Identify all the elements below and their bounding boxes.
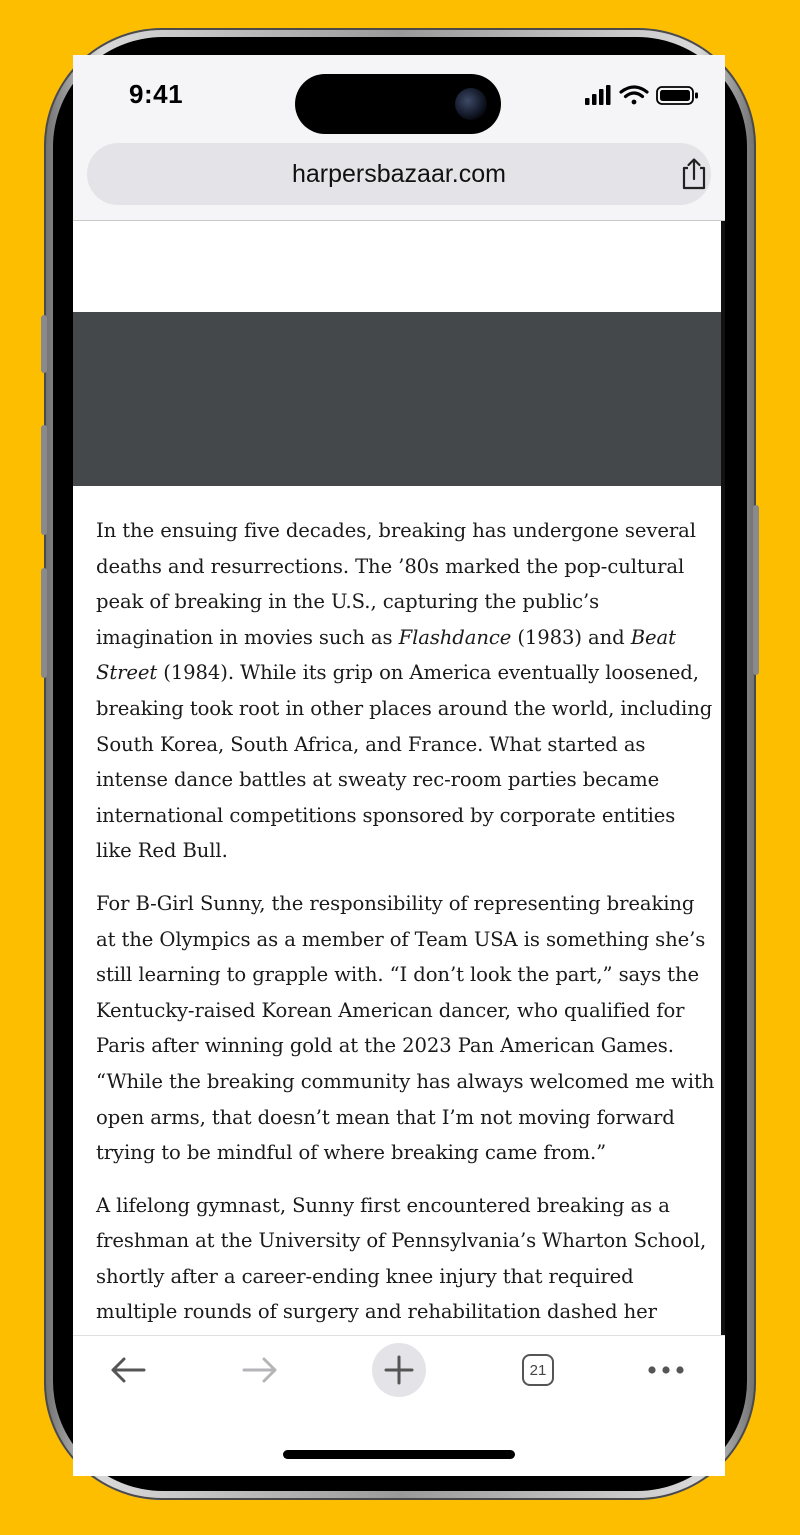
- article-paragraph: [96, 886, 716, 1171]
- signal-icon: [585, 85, 611, 105]
- address-bar[interactable]: [87, 143, 711, 205]
- wifi-icon: [621, 87, 647, 104]
- web-content[interactable]: [73, 221, 721, 1335]
- tabs-button[interactable]: [511, 1346, 565, 1394]
- plus-icon[interactable]: [384, 1355, 414, 1385]
- status-bar: [73, 55, 725, 135]
- url-text[interactable]: harpersbazaar.com: [291, 160, 506, 188]
- volume-down-button: [41, 568, 47, 678]
- article-body: [96, 513, 716, 1418]
- battery-icon: [657, 87, 698, 104]
- scroll-edge: [721, 221, 725, 1335]
- status-time: 9:41: [129, 79, 184, 109]
- article-title-italic: Flashdance: [398, 625, 512, 649]
- dynamic-island: [295, 74, 501, 134]
- home-indicator[interactable]: [283, 1450, 515, 1459]
- address-bar-area: [73, 135, 725, 221]
- status-icons: [583, 83, 703, 107]
- back-arrow-icon[interactable]: [108, 1355, 148, 1385]
- volume-up-button: [41, 425, 47, 535]
- back-button[interactable]: [101, 1346, 155, 1394]
- share-icon[interactable]: [679, 157, 709, 191]
- forward-button[interactable]: [233, 1346, 287, 1394]
- power-button: [753, 505, 759, 675]
- phone-screen: [73, 55, 725, 1475]
- tabs-icon[interactable]: 21: [522, 1354, 554, 1386]
- article-paragraph: [96, 513, 716, 869]
- article-text: (1983) and: [511, 625, 631, 649]
- more-dots-icon[interactable]: [647, 1365, 685, 1375]
- article-text: In the ensuing five decades, breaking has undergone several deaths and resurrections. The ’80s marked the pop-cultural peak of breaking in the U.S., capturing the public’s imagination in movies such as: [96, 519, 696, 649]
- article-title-italic: Beat Street: [96, 625, 676, 685]
- article-text: For B-Girl Sunny, the responsibility of representing breaking at the Olympics as a member of Team USA is something she’s still learning to grapple with. “I don’t look the part,” says the Kentucky-raised Korean American dancer, who qualified for Paris after winning gold at the 2023 Pan American Games. “While the breaking community has always welcomed me with open arms, that doesn’t mean that I’m not moving forward trying to be mindful of where breaking came from.”: [96, 891, 715, 1165]
- ad-placeholder: [73, 312, 721, 486]
- article-text: (1984). While its grip on America eventually loosened, breaking took root in other places around the world, including South Korea, South Africa, and France. What started as intense dance battles at sweaty rec-room parties became international competitions sponsored by corporate entities like Red Bull.: [96, 661, 713, 863]
- article-text: A lifelong gymnast, Sunny first encountered breaking as a freshman at the University of Pennsylvania’s Wharton School, shortly after a career-ending knee injury that required multiple rounds of surgery and rehabilitation dashed her: [96, 1193, 707, 1324]
- new-tab-button[interactable]: [372, 1343, 426, 1397]
- forward-arrow-icon[interactable]: [240, 1355, 280, 1385]
- more-button[interactable]: [639, 1346, 693, 1394]
- action-button: [41, 315, 47, 373]
- front-camera: [455, 88, 487, 120]
